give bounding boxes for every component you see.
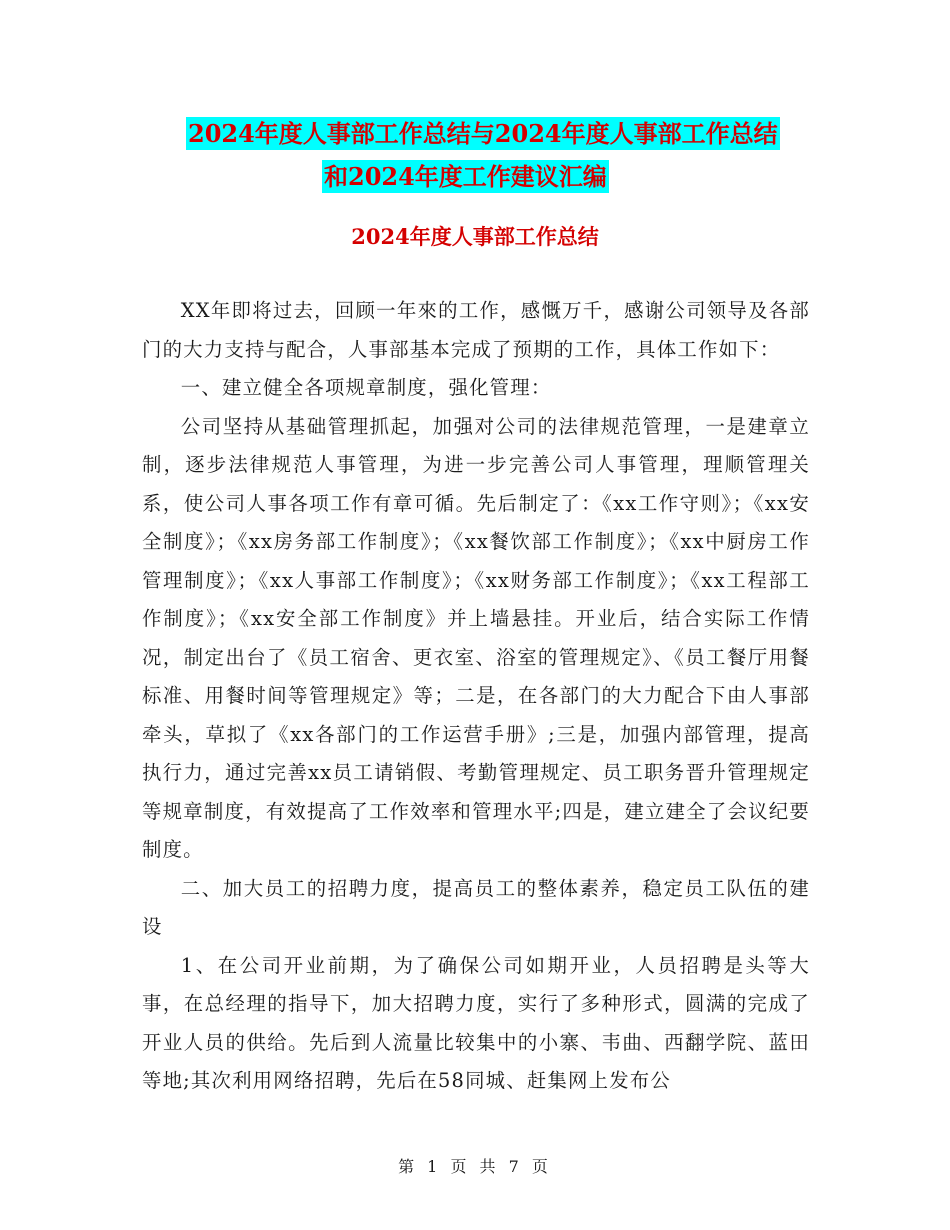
title-line-2-text: 和2024年度工作建议汇编 <box>324 162 607 191</box>
section-title: 2024年度人事部工作总结 <box>351 224 599 249</box>
paragraph: XX年即将过去，回顾一年來的工作，感慨万千，感谢公司领导及各部门的大力支持与配合，人事部基本完成了预期的工作，具体工作如下： <box>142 299 810 361</box>
title-line-2 <box>322 155 609 198</box>
paragraph: 二、加大员工的招聘力度，提高员工的整体素养，稳定员工队伍的建设 <box>142 876 810 938</box>
paragraph: 公司坚持从基础管理抓起，加强对公司的法律规范管理，一是建章立制，逐步法律规范人事管理，为进一步完善公司人事管理，理顺管理关系，使公司人事各项工作有章可循。先后制定了：《xx工作守则》；《xx安全制度》；《xx房务部工作制度》；《xx餐饮部工作制度》；《xx中厨房工作管理制度》；《xx人事部工作制度》；《xx财务部工作制度》；《xx工程部工作制度》；《xx安全部工作制度》并上墙悬挂。开业后，结合实际工作情况，制定出台了《员工宿舍、更衣室、浴室的管理规定》、《员工餐厅用餐标准、用餐时间等管理规定》等；二是，在各部门的大力配合下由人事部牵头，草拟了《xx各部门的工作运营手册》;三是，加强内部管理，提高执行力，通过完善xx员工请销假、考勤管理规定、员工职务晋升管理规定等规章制度，有效提高了工作效率和管理水平;四是，建立建全了会议纪要制度。 <box>142 414 810 861</box>
page-footer: 第 1 页 共 7 页 <box>398 1157 552 1176</box>
paragraph: 1、在公司开业前期，为了确保公司如期开业，人员招聘是头等大事，在总经理的指导下，加大招聘力度，实行了多种形式，圆满的完成了开业人员的供给。先后到人流量比较集中的小寨、韦曲、西翻学院、蓝田等地;其次利用网络招聘，先后在58同城、赶集网上发布公 <box>142 953 810 1092</box>
title-line-1-text: 2024年度人事部工作总结与2024年度人事部工作总结 <box>188 119 778 148</box>
title-line-1 <box>186 112 780 155</box>
paragraph: 一、建立健全各项规章制度，强化管理： <box>180 376 552 399</box>
body-text <box>142 292 810 1101</box>
